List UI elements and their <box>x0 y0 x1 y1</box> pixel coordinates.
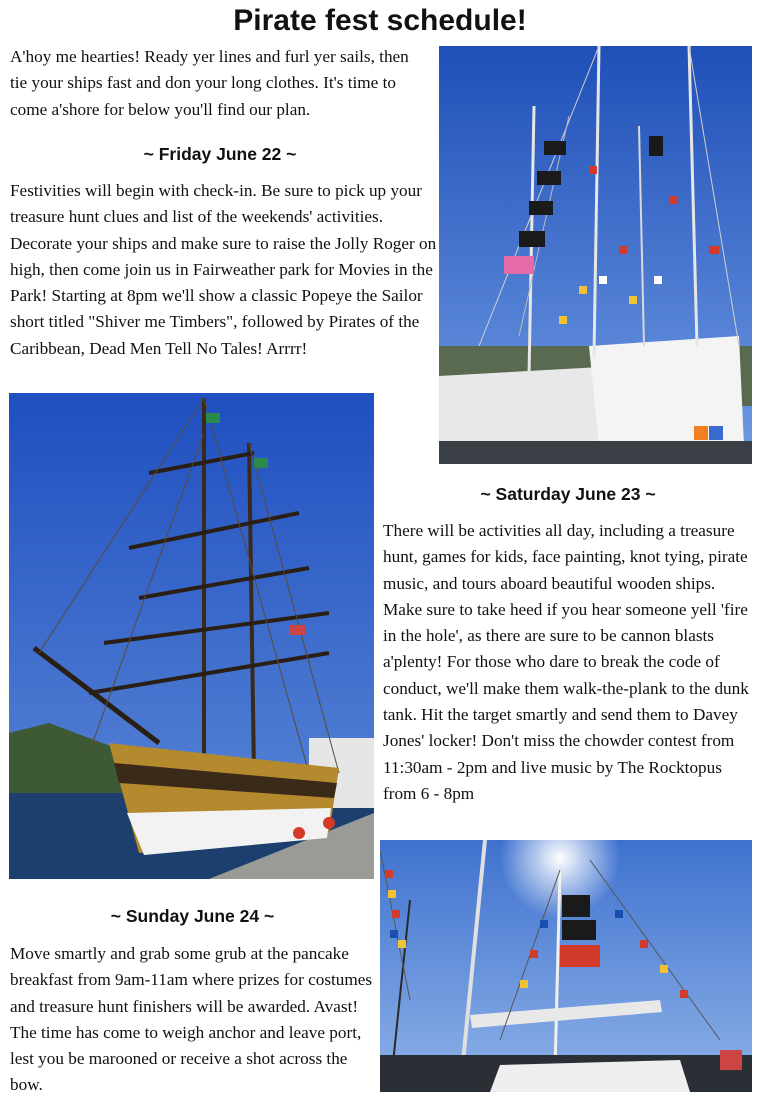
saturday-heading: ~ Saturday June 23 ~ <box>480 484 656 504</box>
saturday-paragraph: There will be activities all day, including a treasure hunt, games for kids, face painting, knot tying, pirate music, and tours aboard beautiful wooden ships. Make sure to take heed if you hear someone yell 'fire in the hole', as there are sure to be cannon blasts a'plenty! For those who dare to break the code of conduct, we'll make them walk-the-plank to the dunk tank. Hit the target smartly and send them to Davey Jones' locker! Don't miss the chowder contest from 11:30am - 2pm and live music by The Rocktopus from 6 - 8pm <box>383 521 749 803</box>
photo-yachts-with-pirate-flags <box>439 46 752 464</box>
sunday-paragraph: Move smartly and grab some grub at the pancake breakfast from 9am-11am where prizes for costumes and treasure hunt finishers will be awarded. Avast! The time has come to weigh anchor and leave port, lest you be marooned or receive a shot across the bow. <box>10 944 373 1095</box>
photo-masts-with-pennants <box>380 840 752 1092</box>
photo-tall-ship <box>9 393 374 879</box>
friday-heading: ~ Friday June 22 ~ <box>143 144 297 164</box>
friday-paragraph: Festivities will begin with check-in. Be sure to pick up your treasure hunt clues and list of the weekends' activities. Decorate your ships and make sure to raise the Jolly Roger on high, then come join us in Fairweather park for Movies in the Park! Starting at 8pm we'll show a classic Popeye the Sailor short titled "Shiver me Timbers", followed by Pirates of the Caribbean, Dead Men Tell No Tales! Arrrr! <box>10 181 437 358</box>
sunday-heading: ~ Sunday June 24 ~ <box>110 906 275 926</box>
page-title: Pirate fest schedule! <box>233 4 527 37</box>
intro-paragraph: A'hoy me hearties! Ready yer lines and furl yer sails, then tie your ships fast and don your long clothes. It's time to come a'shore for below you'll find our plan. <box>10 47 409 119</box>
